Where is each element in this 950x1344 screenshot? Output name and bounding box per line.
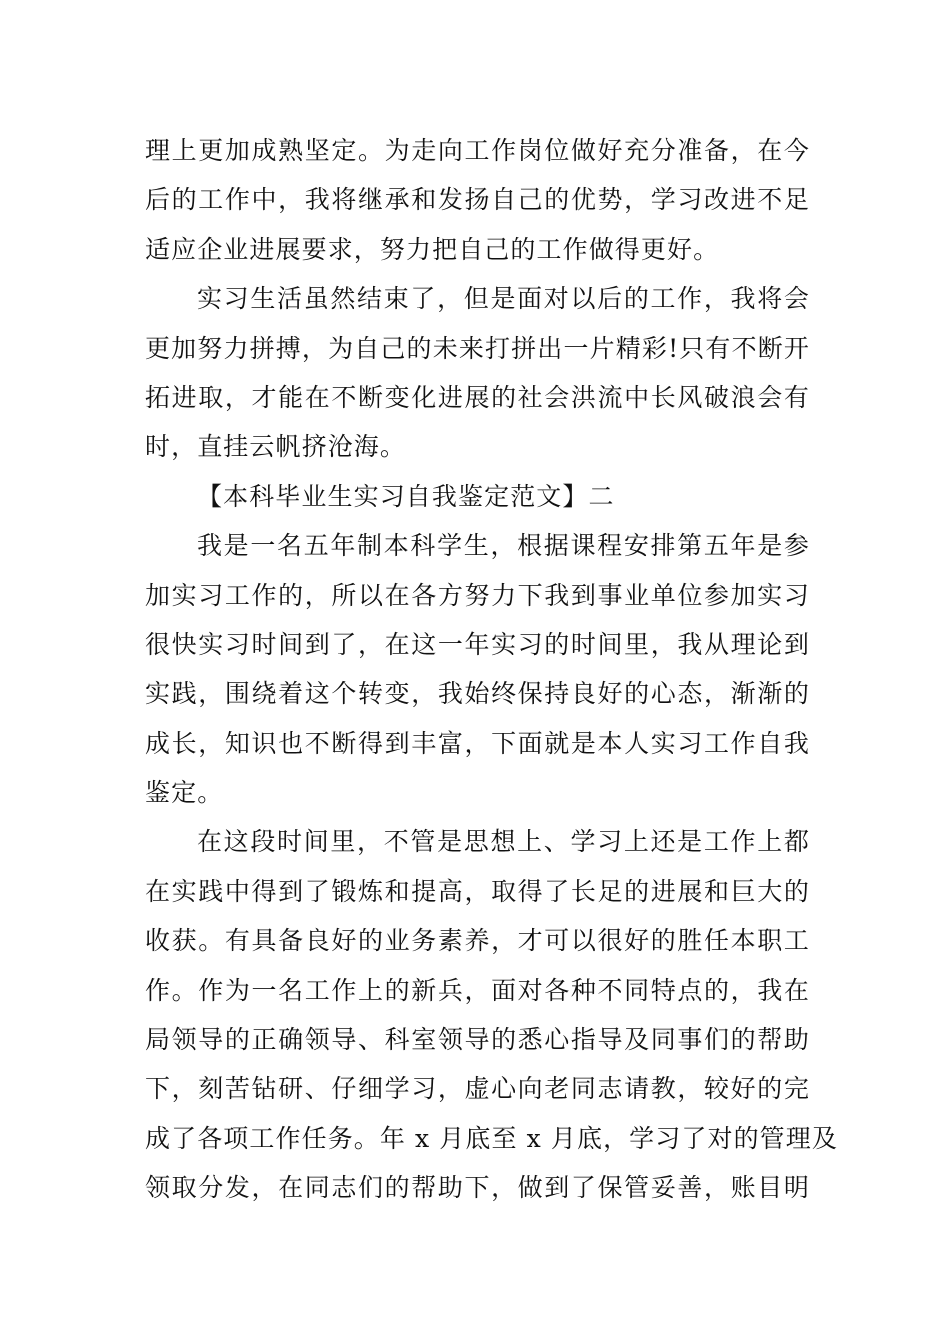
text-line: 更加努力拼搏，为自己的未来打拼出一片精彩!只有不断开 xyxy=(145,333,810,363)
text-line: 下，刻苦钻研、仔细学习，虚心向老同志请教，较好的完 xyxy=(145,1074,810,1104)
paragraph-first-line: 在这段时间里，不管是思想上、学习上还是工作上都 xyxy=(197,827,810,857)
text-line: 鉴定。 xyxy=(145,778,224,808)
text-line: 后的工作中，我将继承和发扬自己的优势，学习改进不足 xyxy=(145,185,810,215)
section-heading: 【本科毕业生实习自我鉴定范文】二 xyxy=(197,481,615,511)
text-line: 拓进取，才能在不断变化进展的社会洪流中长风破浪会有 xyxy=(145,382,810,412)
paragraph-first-line: 实习生活虽然结束了，但是面对以后的工作，我将会 xyxy=(197,284,810,314)
text-line: 实践，围绕着这个转变，我始终保持良好的心态，渐渐的 xyxy=(145,679,810,709)
text-line: 作。作为一名工作上的新兵，面对各种不同特点的，我在 xyxy=(145,975,810,1005)
text-line: 加实习工作的，所以在各方努力下我到事业单位参加实习 xyxy=(145,580,810,610)
text-line: 理上更加成熟坚定。为走向工作岗位做好充分准备，在今 xyxy=(145,136,810,165)
text-line: 局领导的正确领导、科室领导的悉心指导及同事们的帮助 xyxy=(145,1025,810,1055)
text-line: 成了各项工作任务。年 x 月底至 x 月底，学习了对的管理及 xyxy=(145,1123,838,1153)
text-line: 在实践中得到了锻炼和提高，取得了长足的进展和巨大的 xyxy=(145,876,810,906)
document-body xyxy=(145,126,838,1213)
text-line: 时，直挂云帆挤沧海。 xyxy=(145,432,407,462)
text-line: 领取分发，在同志们的帮助下，做到了保管妥善，账目明 xyxy=(145,1173,810,1203)
text-line: 很快实习时间到了，在这一年实习的时间里，我从理论到 xyxy=(145,629,810,659)
text-line: 收获。有具备良好的业务素养，才可以很好的胜任本职工 xyxy=(145,926,810,956)
text-line: 成长，知识也不断得到丰富，下面就是本人实习工作自我 xyxy=(145,728,810,758)
paragraph-first-line: 我是一名五年制本科学生，根据课程安排第五年是参 xyxy=(197,531,810,561)
text-line: 适应企业进展要求，努力把自己的工作做得更好。 xyxy=(145,234,720,264)
